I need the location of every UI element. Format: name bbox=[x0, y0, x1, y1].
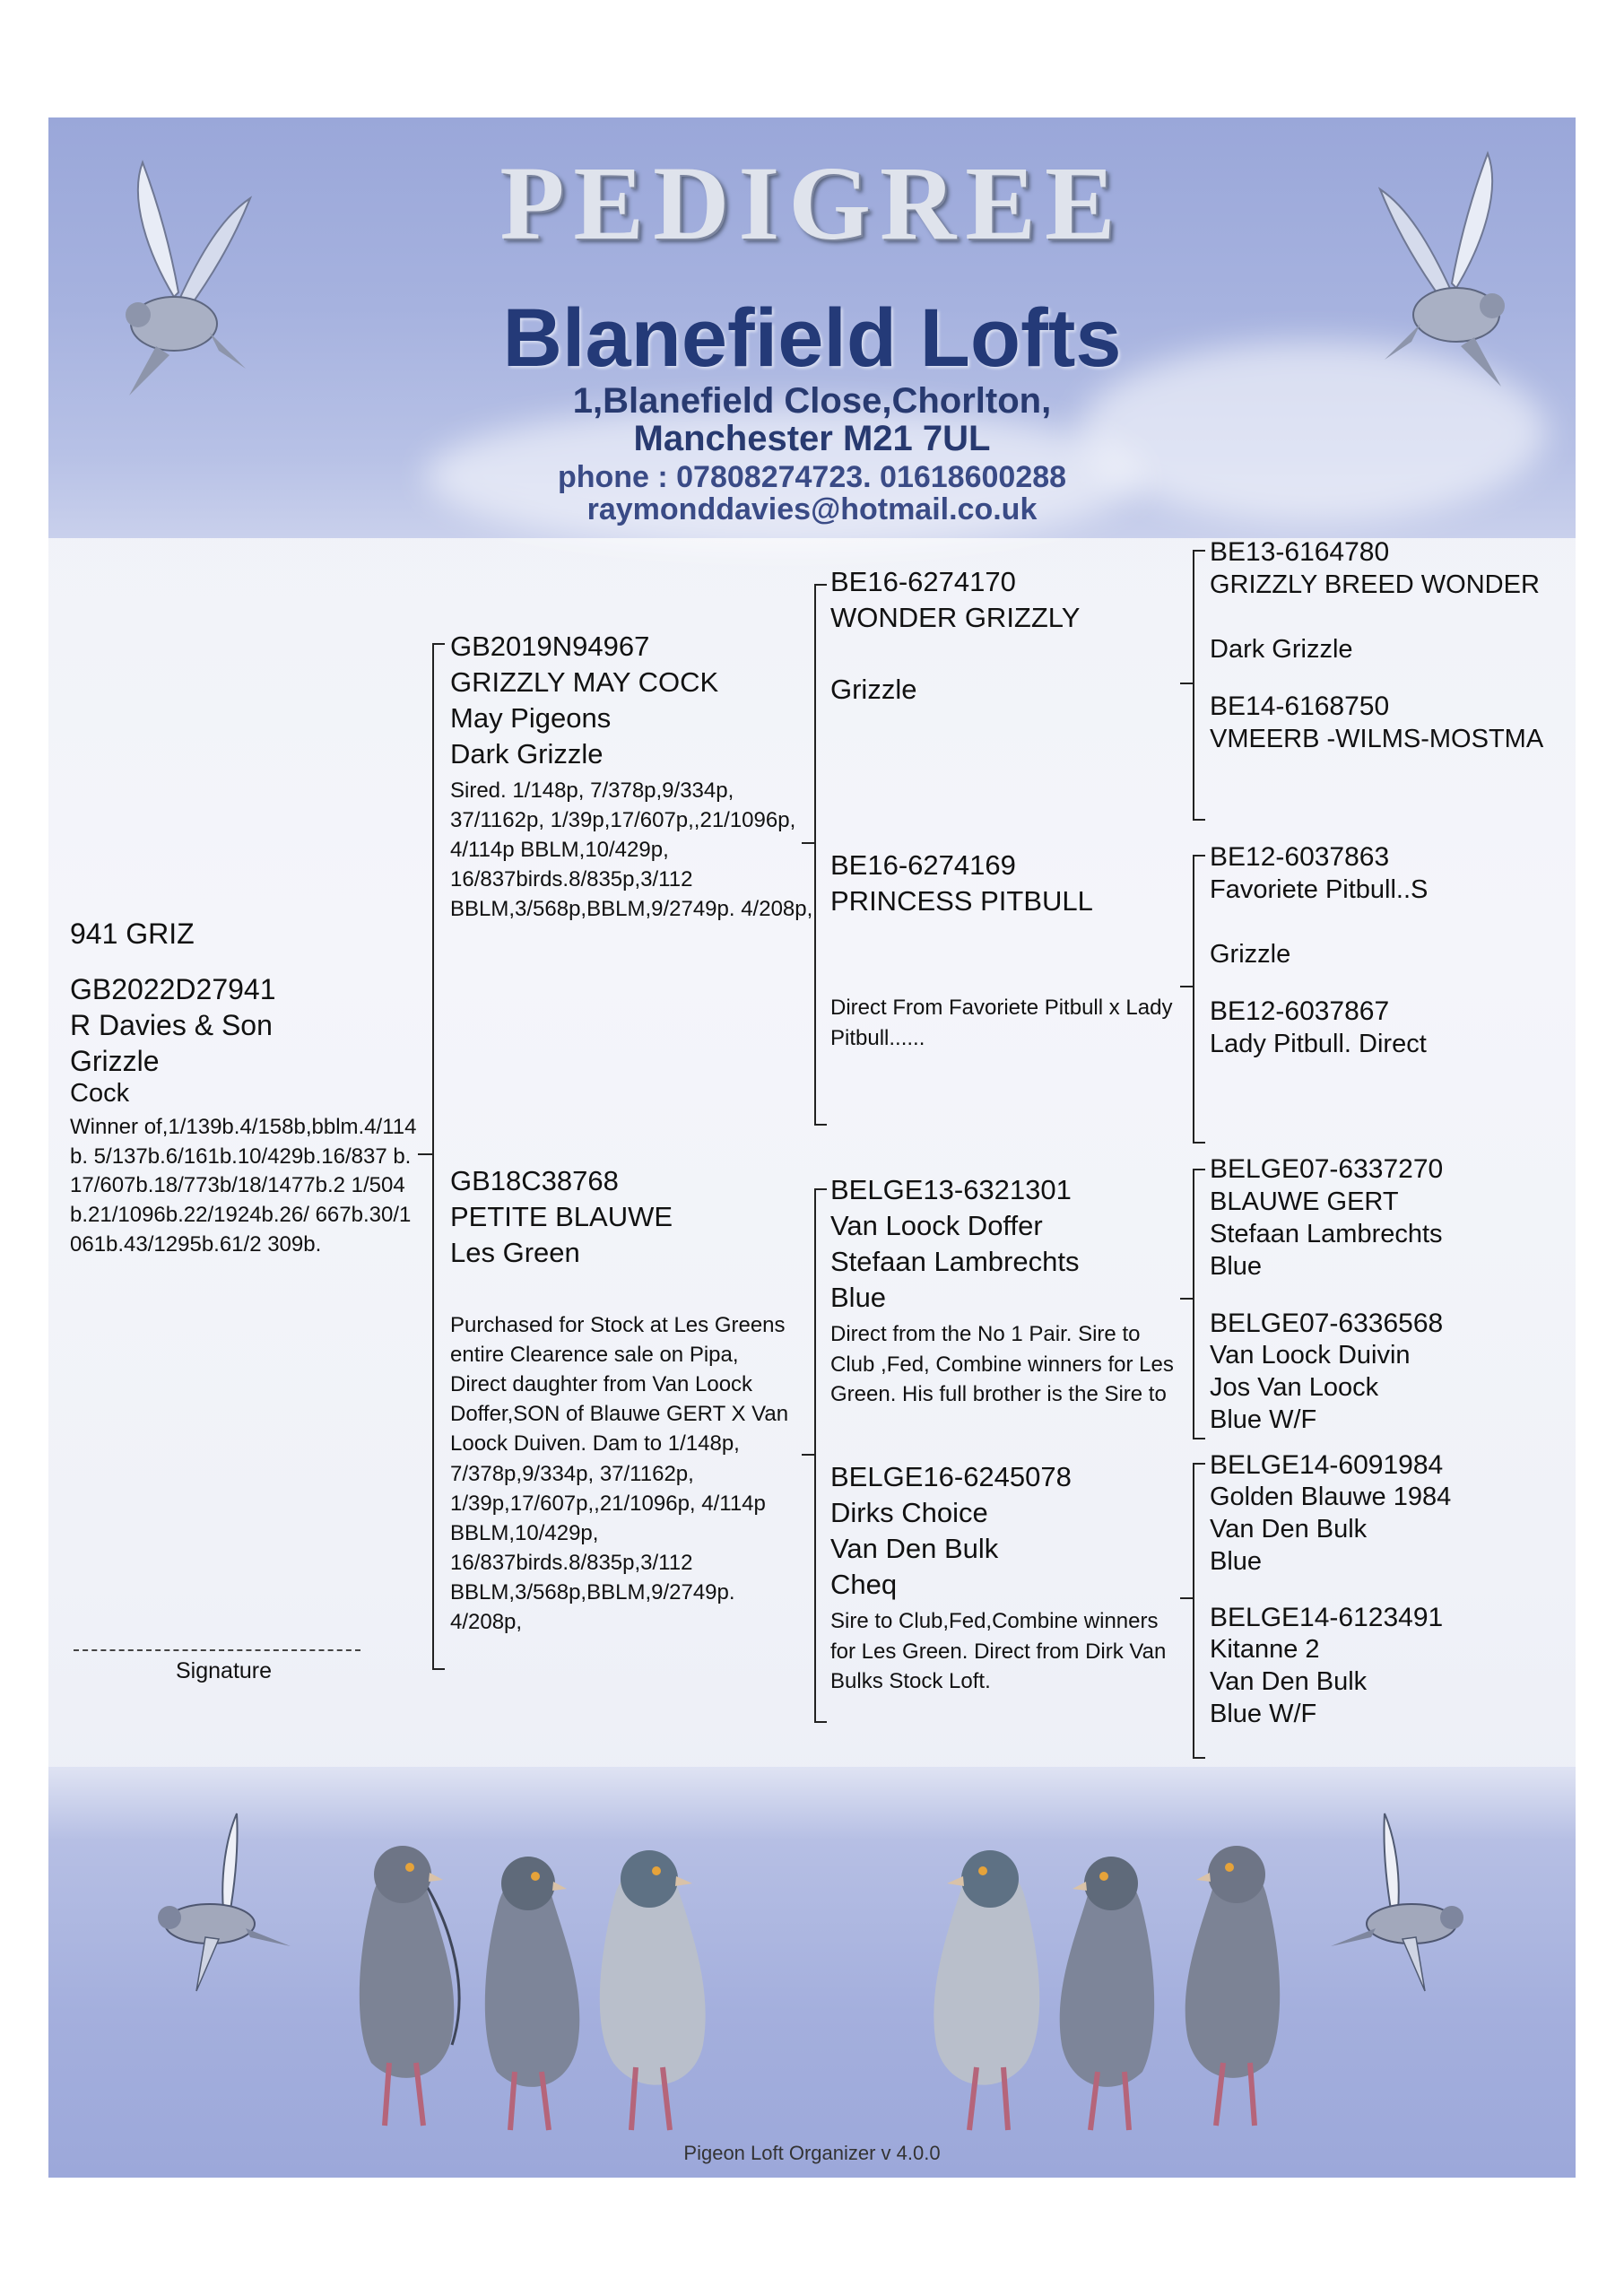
gp-ss-ring: BE16-6274170 bbox=[830, 566, 1016, 597]
gp-ds-name: Van Loock Doffer bbox=[830, 1210, 1043, 1241]
gp-dd-notes: Sire to Club,Fed,Combine winners for Les Green. Direct from Dirk Van Bulks Stock Loft. bbox=[830, 1609, 1167, 1694]
ggp-ddd-breeder: Van Den Bulk bbox=[1210, 1667, 1368, 1696]
ggp-dsd-colour: Blue W/F bbox=[1210, 1405, 1317, 1434]
subject-colour: Grizzle bbox=[70, 1045, 160, 1077]
address-line-2: Manchester M21 7UL bbox=[633, 419, 991, 458]
ggp-dsd-breeder: Jos Van Loock bbox=[1210, 1373, 1379, 1402]
header-banner bbox=[48, 117, 1576, 538]
footer-banner bbox=[48, 1767, 1576, 2178]
gp-dd-bracket bbox=[1193, 1463, 1205, 1759]
gp-dd-name: Dirks Choice bbox=[830, 1497, 988, 1528]
ggp-dds-ring: BELGE14-6091984 bbox=[1210, 1450, 1444, 1480]
ggp-sdd-ring: BE12-6037867 bbox=[1210, 996, 1390, 1026]
ggp-dds-colour: Blue bbox=[1210, 1547, 1263, 1576]
gp-ds-ring: BELGE13-6321301 bbox=[830, 1174, 1072, 1205]
ggp-dss-colour: Blue bbox=[1210, 1252, 1263, 1281]
connector-line bbox=[802, 1454, 814, 1456]
flying-pigeon-right-icon bbox=[1322, 1803, 1501, 2018]
subject-ring: GB2022D27941 bbox=[70, 973, 276, 1005]
connector-line bbox=[418, 1153, 432, 1155]
signature-label: Signature bbox=[176, 1658, 273, 1683]
connector-line bbox=[1180, 1298, 1193, 1300]
ggp-dsd-name: Van Loock Duivin bbox=[1210, 1341, 1411, 1370]
sire-colour: Dark Grizzle bbox=[450, 738, 604, 770]
ggp-sss-ring: BE13-6164780 bbox=[1210, 537, 1390, 567]
ggp-dss-ring: BELGE07-6337270 bbox=[1210, 1154, 1444, 1184]
ggp-sds-name: Favoriete Pitbull..S bbox=[1210, 875, 1429, 904]
connector-line bbox=[1180, 683, 1193, 684]
ggp-sss-colour: Dark Grizzle bbox=[1210, 635, 1353, 664]
ggp-dds-name: Golden Blauwe 1984 bbox=[1210, 1483, 1452, 1511]
connector-line bbox=[1180, 986, 1193, 987]
ggp-dsd-ring: BELGE07-6336568 bbox=[1210, 1309, 1444, 1338]
gp-sd-notes: Direct From Favoriete Pitbull x Lady Pitbull...... bbox=[830, 996, 1173, 1050]
loft-name: Blanefield Lofts bbox=[502, 292, 1122, 384]
software-credit: Pigeon Loft Organizer v 4.0.0 bbox=[683, 2142, 941, 2164]
connector-line bbox=[1180, 1597, 1193, 1599]
gp-ss-colour: Grizzle bbox=[830, 674, 917, 705]
ggp-dss-breeder: Stefaan Lambrechts bbox=[1210, 1220, 1443, 1248]
gp-ds-notes: Direct from the No 1 Pair. Sire to Club ,Fed, Combine winners for Les Green. His full brother is the Sire to bbox=[830, 1322, 1174, 1407]
ggp-dds-breeder: Van Den Bulk bbox=[1210, 1515, 1368, 1544]
gp-sd-ring: BE16-6274169 bbox=[830, 849, 1016, 881]
subject-breeder: R Davies & Son bbox=[70, 1009, 273, 1041]
subject-race-record: Winner of,1/139b.4/158b,bblm.4/114b. 5/137b.6/161b.10/429b.16/837 b.17/607b.18/773b/18/1477b.2 1/504b.21/1096b.22/1924b.26/ 667b.30/1061b.43/1295b.61/2 309b. bbox=[70, 1115, 417, 1257]
gp-ds-bracket bbox=[1193, 1169, 1205, 1439]
gp-ds-breeder: Stefaan Lambrechts bbox=[830, 1246, 1080, 1277]
subject-name: 941 GRIZ bbox=[70, 918, 195, 950]
flying-pigeon-left-icon bbox=[120, 1803, 300, 2018]
sire-ring: GB2019N94967 bbox=[450, 631, 650, 662]
parents-bracket bbox=[432, 643, 445, 1670]
gp-sd-name: PRINCESS PITBULL bbox=[830, 885, 1093, 917]
gp-sd-bracket bbox=[1193, 855, 1205, 1144]
address-line-1: 1,Blanefield Close,Chorlton, bbox=[572, 381, 1052, 421]
gp-ds-colour: Blue bbox=[830, 1282, 887, 1313]
phone-numbers: phone : 07808274723. 01618600288 bbox=[557, 460, 1067, 494]
sire-name: GRIZZLY MAY COCK bbox=[450, 666, 719, 698]
ggp-ddd-ring: BELGE14-6123491 bbox=[1210, 1603, 1444, 1632]
dam-name: PETITE BLAUWE bbox=[450, 1201, 673, 1232]
dam-notes: Purchased for Stock at Les Greens entire Clearence sale on Pipa, Direct daughter from Van Loock Doffer,SON of Blauwe GERT X Van Loock Duiven. Dam to 1/148p, 7/378p,9/334p, 37/1162p, 1/39p,17/607p,,21/1096p, 4/114p BBLM,10/429p, 16/837birds.8/835p,3/112 BBLM,3/568p,BBLM,9/2749p. 4/208p, bbox=[450, 1313, 789, 1635]
ggp-sds-colour: Grizzle bbox=[1210, 940, 1291, 969]
pedigree-title: PEDIGREE bbox=[499, 144, 1125, 262]
sire-breeder: May Pigeons bbox=[450, 702, 612, 734]
dam-parents-bracket bbox=[814, 1188, 827, 1723]
ggp-ssd-ring: BE14-6168750 bbox=[1210, 691, 1390, 721]
dam-ring: GB18C38768 bbox=[450, 1165, 619, 1196]
subject-sex: Cock bbox=[70, 1079, 130, 1108]
sire-breeding-record: Sired. 1/148p, 7/378p,9/334p, 37/1162p, 1/39p,17/607p,,21/1096p, 4/114p BBLM,10/429p, 16/837birds.8/835p,3/112 BBLM,3/568p,BBLM,9/2749p. 4/208p, bbox=[450, 778, 813, 922]
ggp-dss-name: BLAUWE GERT bbox=[1210, 1187, 1399, 1216]
gp-dd-breeder: Van Den Bulk bbox=[830, 1533, 999, 1564]
ggp-ddd-name: Kitanne 2 bbox=[1210, 1635, 1320, 1664]
connector-line bbox=[802, 842, 814, 844]
ggp-ddd-colour: Blue W/F bbox=[1210, 1700, 1317, 1728]
signature-line bbox=[74, 1649, 360, 1651]
ggp-sdd-name: Lady Pitbull. Direct bbox=[1210, 1030, 1427, 1058]
ggp-sds-ring: BE12-6037863 bbox=[1210, 842, 1390, 872]
ggp-sss-name: GRIZZLY BREED WONDER bbox=[1210, 570, 1540, 599]
dam-breeder: Les Green bbox=[450, 1237, 580, 1268]
gp-ss-bracket bbox=[1193, 550, 1205, 821]
gp-ss-name: WONDER GRIZZLY bbox=[830, 602, 1081, 633]
standing-pigeons-right-icon bbox=[820, 1794, 1322, 2170]
email-address: raymonddavies@hotmail.co.uk bbox=[586, 492, 1038, 526]
pedigree-sheet bbox=[48, 117, 1576, 2178]
standing-pigeons-left-icon bbox=[317, 1794, 820, 2170]
gp-dd-ring: BELGE16-6245078 bbox=[830, 1461, 1072, 1492]
sire-parents-bracket bbox=[814, 584, 827, 1126]
ggp-ssd-name: VMEERB -WILMS-MOSTMA bbox=[1210, 725, 1544, 753]
gp-dd-colour: Cheq bbox=[830, 1569, 898, 1600]
